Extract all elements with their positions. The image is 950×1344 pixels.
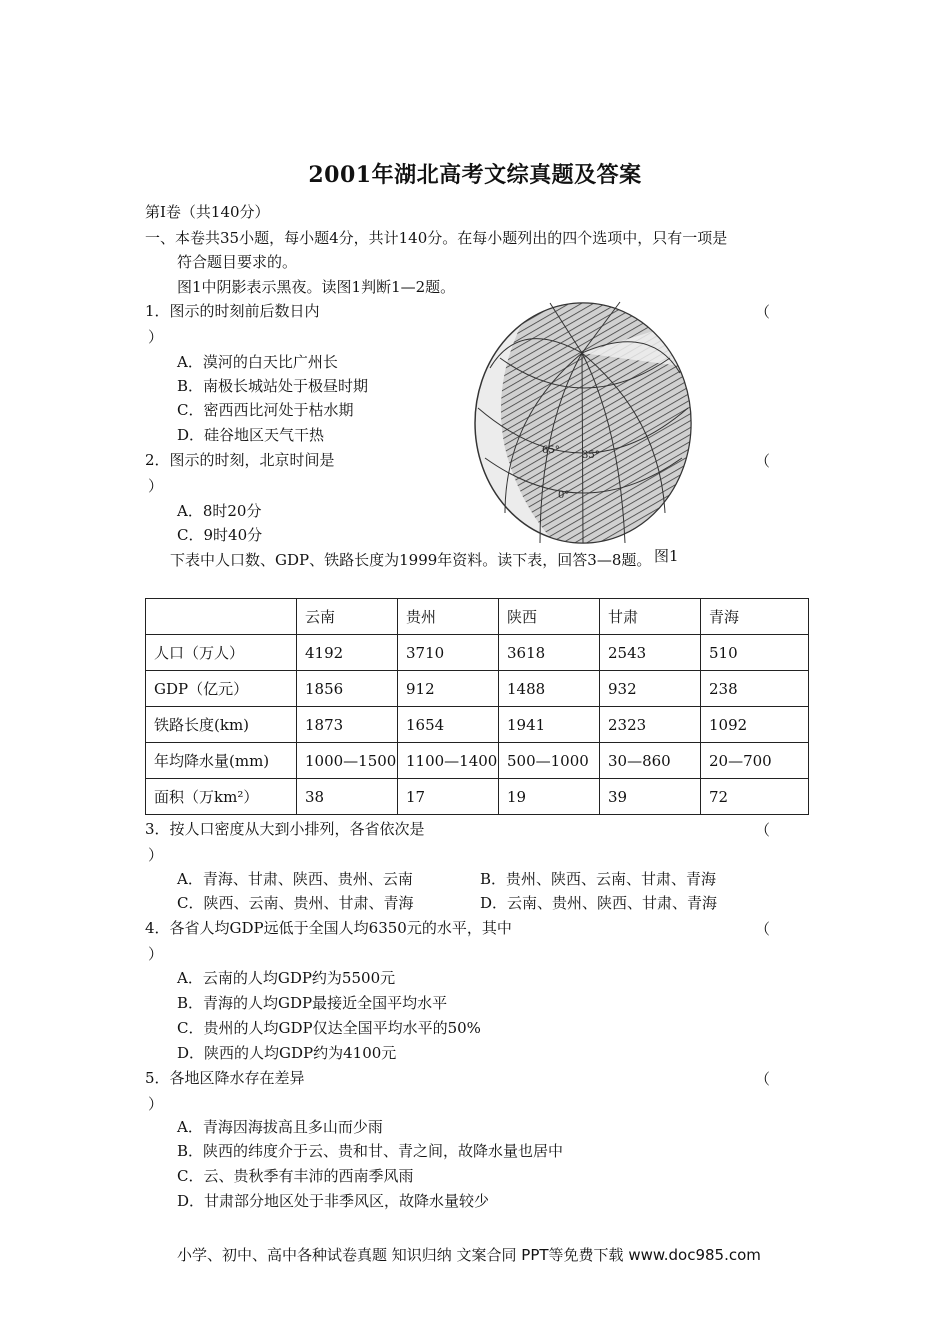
table-intro: 下表中人口数、GDP、铁路长度为1999年资料。读下表，回答3—8题。 bbox=[170, 551, 652, 569]
page-footer: 小学、初中、高中各种试卷真题 知识归纳 文案合同 PPT等免费下载 www.doc985.com bbox=[177, 1246, 761, 1264]
table-row bbox=[146, 707, 809, 743]
table-cell: 2323 bbox=[600, 707, 701, 743]
q1-option-a: A．漠河的白天比广州长 bbox=[177, 353, 338, 371]
q1-option-c: C．密西西比河处于枯水期 bbox=[177, 401, 354, 419]
table-cell: 2543 bbox=[600, 635, 701, 671]
q3-stem: 3．按人口密度从大到小排列，各省依次是 bbox=[145, 820, 425, 838]
province-data-table bbox=[145, 598, 809, 815]
table-cell: 19 bbox=[499, 779, 600, 815]
table-cell: 1873 bbox=[297, 707, 398, 743]
table-header-cell: 贵州 bbox=[398, 599, 499, 635]
q3-option-b: B．贵州、陕西、云南、甘肃、青海 bbox=[480, 870, 717, 888]
q4-option-d: D．陕西的人均GDP约为4100元 bbox=[177, 1044, 397, 1062]
table-cell: 20—700 bbox=[701, 743, 809, 779]
table-cell: 500—1000 bbox=[499, 743, 600, 779]
q3-option-d: D．云南、贵州、陕西、甘肃、青海 bbox=[480, 894, 718, 912]
table-cell: 1000—1500 bbox=[297, 743, 398, 779]
table-cell: 17 bbox=[398, 779, 499, 815]
q3-paren-close: ） bbox=[148, 846, 164, 864]
table-cell: 1100—1400 bbox=[398, 743, 499, 779]
q1-option-d: D．硅谷地区天气干热 bbox=[177, 426, 325, 444]
table-row bbox=[146, 743, 809, 779]
table-header-cell: 青海 bbox=[701, 599, 809, 635]
q5-paren-close: ） bbox=[148, 1095, 164, 1113]
table-cell: 1654 bbox=[398, 707, 499, 743]
instructions-line-2: 符合题目要求的。 bbox=[177, 253, 298, 271]
q1-paren-close: ） bbox=[148, 328, 164, 346]
q4-option-b: B．青海的人均GDP最接近全国平均水平 bbox=[177, 994, 448, 1012]
table-cell: 3618 bbox=[499, 635, 600, 671]
q3-option-c: C．陕西、云南、贵州、甘肃、青海 bbox=[177, 894, 414, 912]
figure-label-0: 0° bbox=[558, 490, 570, 501]
table-header-cell: 甘肃 bbox=[600, 599, 701, 635]
q1-paren-open: （ bbox=[755, 303, 771, 321]
q4-paren-close: ） bbox=[148, 945, 164, 963]
globe-figure bbox=[470, 298, 696, 548]
table-cell: 1941 bbox=[499, 707, 600, 743]
table-header-cell bbox=[146, 599, 297, 635]
q2-paren-open: （ bbox=[755, 452, 771, 470]
table-cell: 年均降水量(mm) bbox=[146, 743, 297, 779]
section-heading: 第Ⅰ卷（共140分） bbox=[145, 203, 270, 221]
table-header-cell: 陕西 bbox=[499, 599, 600, 635]
table-cell: 510 bbox=[701, 635, 809, 671]
table-row bbox=[146, 635, 809, 671]
q4-stem: 4．各省人均GDP远低于全国人均6350元的水平，其中 bbox=[145, 919, 512, 937]
figure-label-35: 35° bbox=[582, 450, 600, 461]
table-cell: 72 bbox=[701, 779, 809, 815]
q4-paren-open: （ bbox=[755, 920, 771, 938]
table-cell: 238 bbox=[701, 671, 809, 707]
q5-option-c: C．云、贵秋季有丰沛的西南季风雨 bbox=[177, 1167, 414, 1185]
table-cell: 1856 bbox=[297, 671, 398, 707]
table-row bbox=[146, 779, 809, 815]
table-cell: 1092 bbox=[701, 707, 809, 743]
figure-caption: 图1 bbox=[654, 547, 679, 565]
q4-option-a: A．云南的人均GDP约为5500元 bbox=[177, 969, 396, 987]
table-cell: 932 bbox=[600, 671, 701, 707]
table-cell: 1488 bbox=[499, 671, 600, 707]
table-cell: 人口（万人） bbox=[146, 635, 297, 671]
q5-option-b: B．陕西的纬度介于云、贵和甘、青之间，故降水量也居中 bbox=[177, 1142, 564, 1160]
table-row bbox=[146, 671, 809, 707]
q2-option-a: A．8时20分 bbox=[177, 502, 262, 520]
page-title: 2001年湖北高考文综真题及答案 bbox=[308, 162, 642, 188]
table-cell: 38 bbox=[297, 779, 398, 815]
table-cell: GDP（亿元） bbox=[146, 671, 297, 707]
q5-stem: 5．各地区降水存在差异 bbox=[145, 1069, 305, 1087]
instructions-line-1: 一、本卷共35小题，每小题4分，共计140分。在每小题列出的四个选项中，只有一项是 bbox=[145, 229, 728, 247]
q3-option-a: A．青海、甘肃、陕西、贵州、云南 bbox=[177, 870, 413, 888]
table-cell: 4192 bbox=[297, 635, 398, 671]
q5-option-a: A．青海因海拔高且多山而少雨 bbox=[177, 1118, 383, 1136]
table-cell: 3710 bbox=[398, 635, 499, 671]
q2-stem: 2．图示的时刻，北京时间是 bbox=[145, 451, 335, 469]
figure-intro: 图1中阴影表示黑夜。读图1判断1—2题。 bbox=[177, 278, 456, 296]
table-cell: 30—860 bbox=[600, 743, 701, 779]
table-header-cell: 云南 bbox=[297, 599, 398, 635]
q1-stem: 1．图示的时刻前后数日内 bbox=[145, 302, 320, 320]
table-cell: 铁路长度(km) bbox=[146, 707, 297, 743]
q5-paren-open: （ bbox=[755, 1070, 771, 1088]
table-header-row bbox=[146, 599, 809, 635]
table-cell: 912 bbox=[398, 671, 499, 707]
q3-paren-open: （ bbox=[755, 821, 771, 839]
table-cell: 39 bbox=[600, 779, 701, 815]
table-cell: 面积（万km²） bbox=[146, 779, 297, 815]
q2-paren-close: ） bbox=[148, 477, 164, 495]
q4-option-c: C．贵州的人均GDP仅达全国平均水平的50% bbox=[177, 1019, 481, 1037]
figure-label-65: 65° bbox=[542, 445, 560, 456]
q5-option-d: D．甘肃部分地区处于非季风区，故降水量较少 bbox=[177, 1192, 490, 1210]
q2-option-c: C．9时40分 bbox=[177, 526, 263, 544]
q1-option-b: B．南极长城站处于极昼时期 bbox=[177, 377, 369, 395]
